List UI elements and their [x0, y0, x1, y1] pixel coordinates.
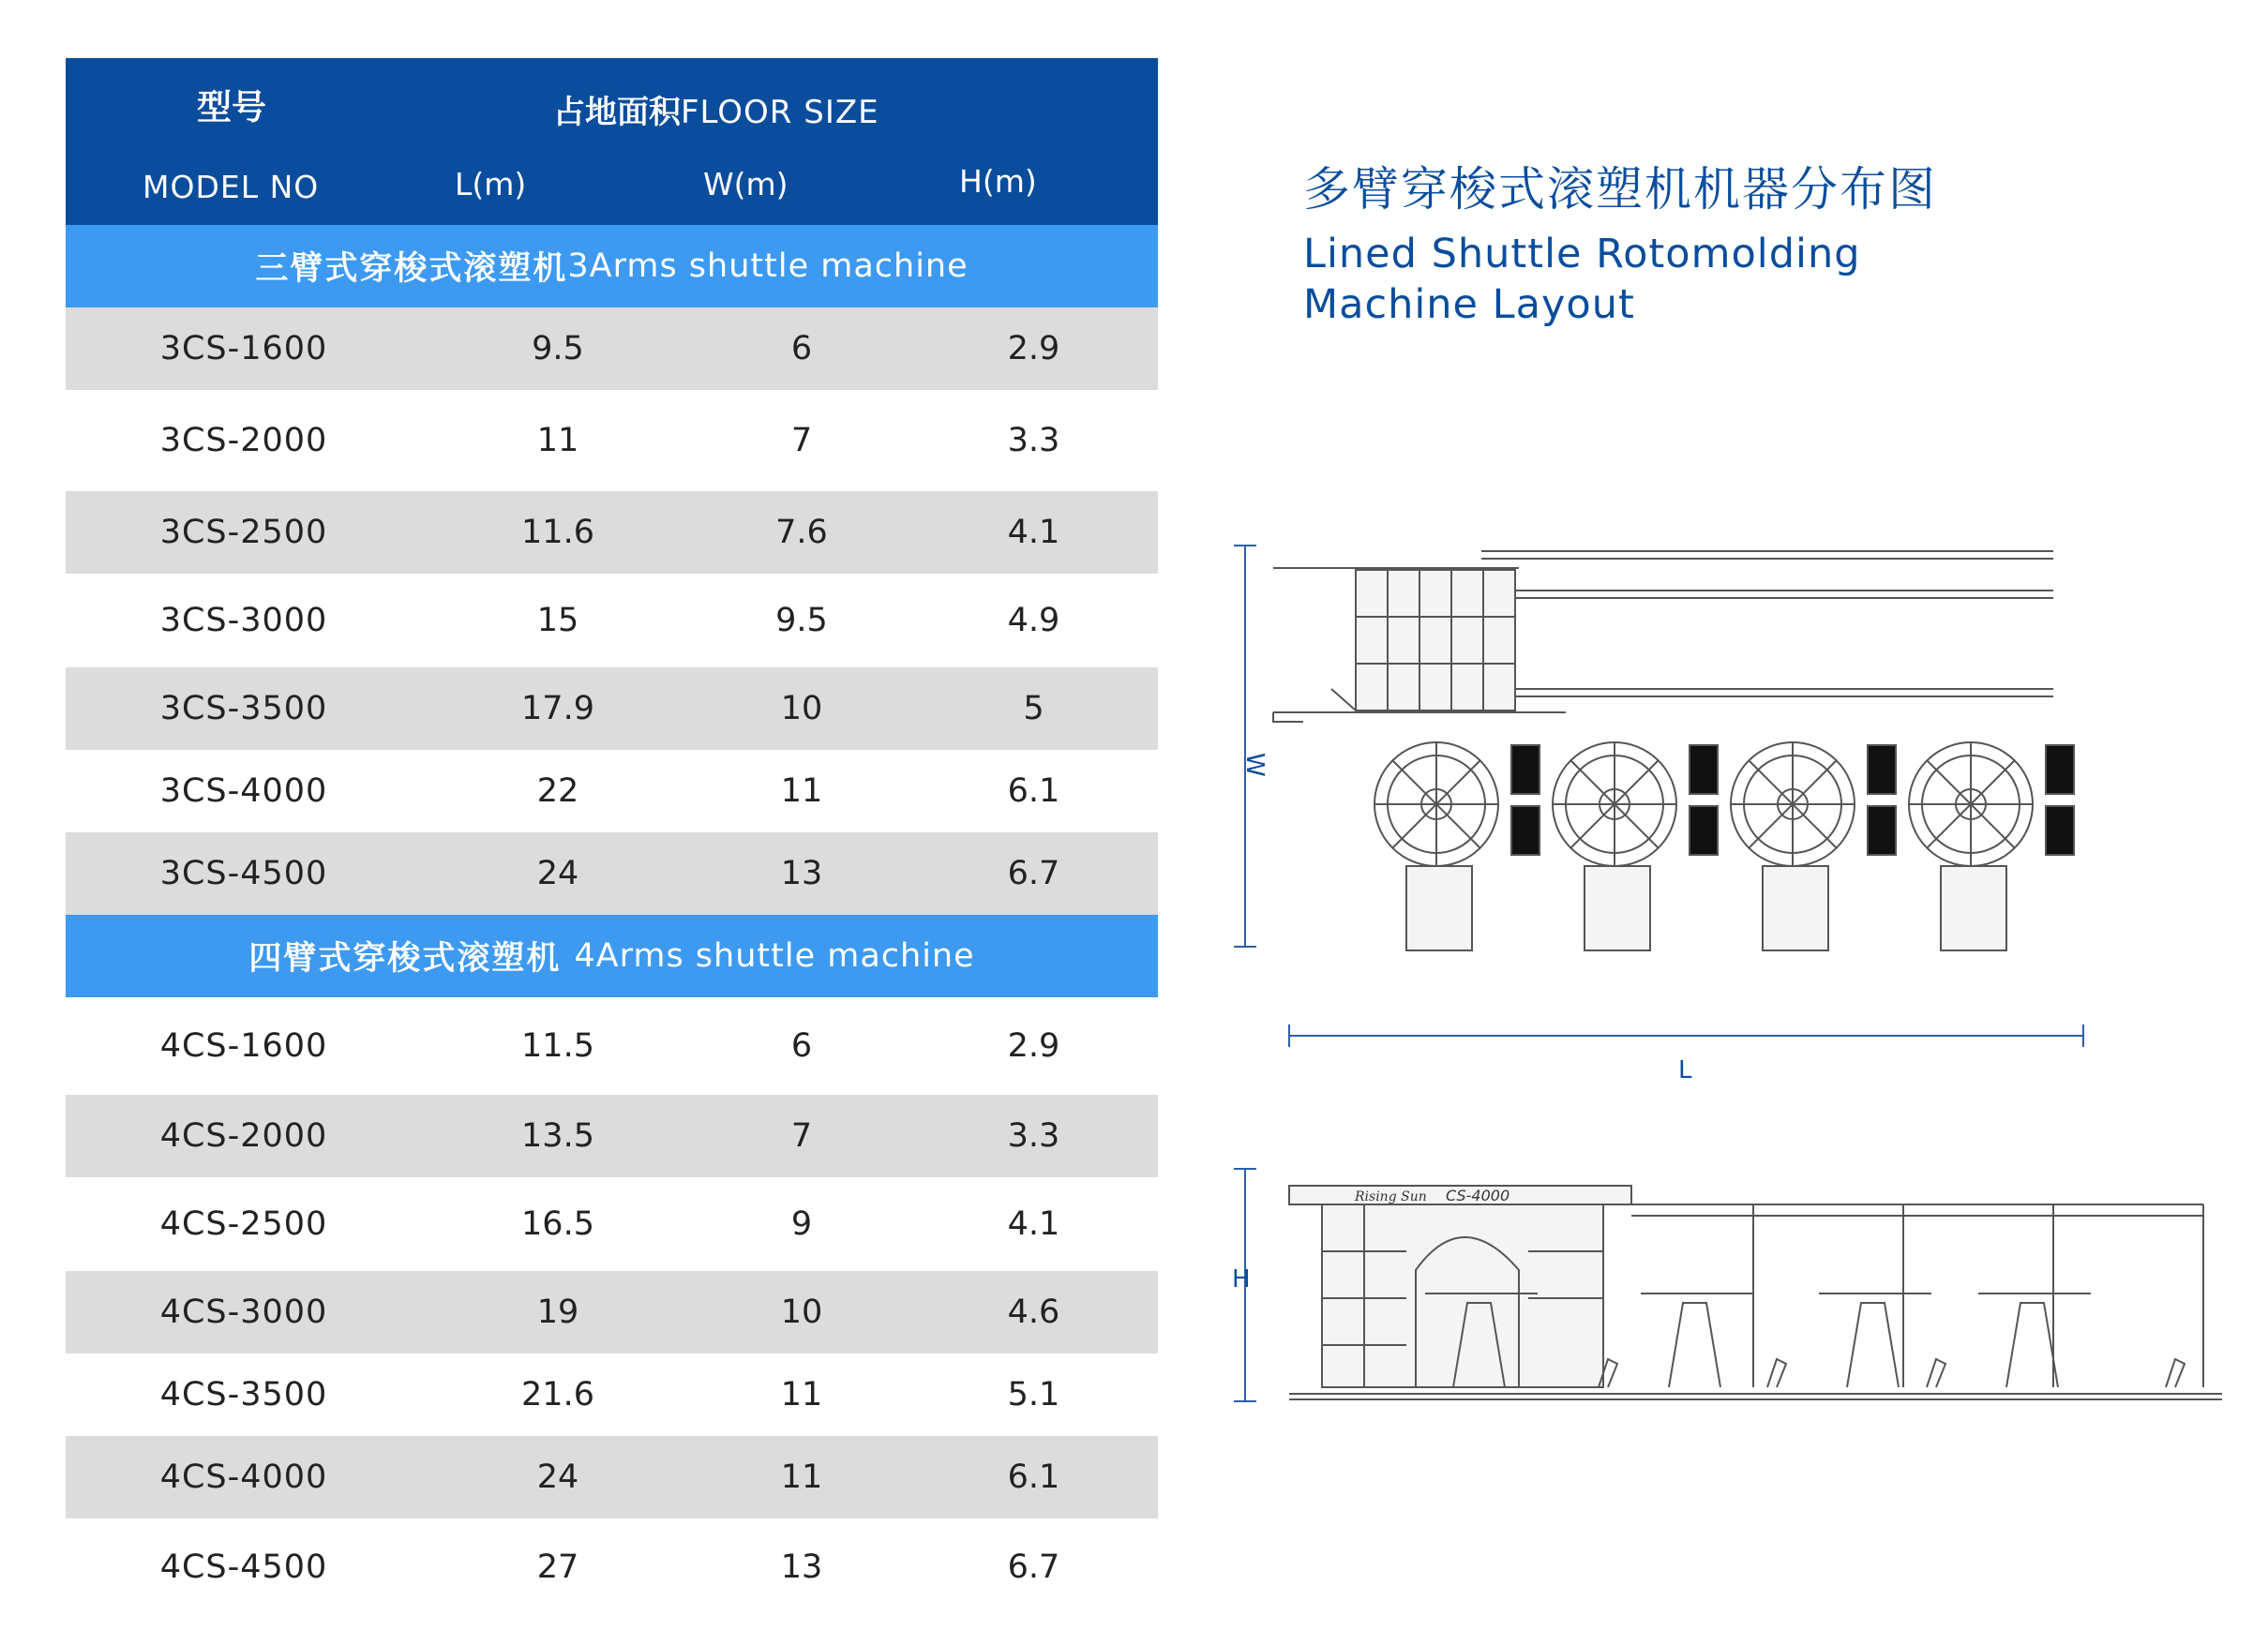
height-cell: 2.9: [1007, 330, 1060, 367]
height-cell: 4.6: [1007, 1294, 1060, 1331]
h-dimension-label: H: [1232, 1265, 1251, 1294]
model-cell: 3CS-3500: [159, 690, 328, 727]
l-dimension-label: L: [1678, 1056, 1692, 1084]
table-row: [66, 832, 1158, 915]
layout-title-en-line2: Machine Layout: [1303, 281, 1635, 328]
length-cell: 21.6: [521, 1376, 594, 1413]
width-cell: 6: [790, 330, 813, 367]
model-cell: 4CS-4000: [159, 1458, 328, 1496]
model-cell: 3CS-2000: [159, 422, 328, 459]
header-floor-size: [553, 86, 879, 132]
section-title-en: 4Arms shuttle machine: [574, 937, 975, 975]
section-title-cn: 四臂式穿梭式滚塑机: [248, 940, 562, 978]
height-cell: 3.3: [1007, 1117, 1060, 1155]
section-3arms-heading: [66, 225, 1158, 307]
width-cell: 11: [780, 1458, 823, 1496]
length-cell: 13.5: [521, 1117, 594, 1155]
model-cell: 4CS-3500: [159, 1376, 328, 1413]
model-cell: 4CS-1600: [159, 1027, 328, 1065]
station-2: [1553, 742, 1718, 950]
model-cell: 3CS-4000: [159, 772, 328, 810]
table-row: [66, 750, 1158, 832]
length-cell: 27: [536, 1548, 579, 1586]
top-view-drawing: [1228, 534, 2091, 1106]
header-height: H(m): [959, 163, 1037, 200]
height-cell: 6.7: [1007, 1548, 1060, 1586]
section-4arms-heading: [66, 915, 1158, 997]
length-cell: 17.9: [521, 690, 594, 727]
table-row: [66, 1436, 1158, 1518]
table-row: [66, 1271, 1158, 1353]
height-cell: 5.1: [1007, 1376, 1060, 1413]
width-cell: 9.5: [775, 602, 828, 639]
model-cell: 4CS-4500: [159, 1548, 328, 1586]
arm-4: [1978, 1294, 2091, 1387]
table-row: [66, 667, 1158, 750]
width-cell: 10: [780, 1294, 823, 1331]
brand-logo-text: Rising Sun: [1355, 1189, 1427, 1204]
table-row: [66, 1177, 1158, 1271]
height-cell: 4.1: [1007, 1205, 1060, 1243]
side-view-drawing: [1228, 1167, 2260, 1420]
header-floor-cn: 占地面积: [553, 94, 681, 131]
model-cell: 4CS-2500: [159, 1205, 328, 1243]
model-cell: 3CS-1600: [159, 330, 328, 367]
model-cell: 4CS-2000: [159, 1117, 328, 1155]
model-cell: 3CS-3000: [159, 602, 328, 639]
table-row: [66, 491, 1158, 574]
width-cell: 13: [780, 1548, 823, 1586]
width-cell: 7: [790, 1117, 813, 1155]
width-cell: 7: [790, 422, 813, 459]
height-cell: 6.7: [1007, 855, 1060, 892]
station-3: [1731, 742, 1896, 950]
arm-3: [1819, 1294, 1931, 1387]
width-cell: 9: [790, 1205, 813, 1243]
model-cell: 3CS-2500: [159, 514, 328, 551]
width-cell: 7.6: [775, 514, 828, 551]
header-model-en: MODEL NO: [143, 169, 320, 205]
table-row: [66, 1353, 1158, 1436]
w-dimension-label: W: [1240, 753, 1269, 777]
length-cell: 11: [536, 422, 579, 459]
width-cell: 11: [780, 1376, 823, 1413]
arm-2: [1641, 1294, 1753, 1387]
table-row: [66, 997, 1158, 1095]
length-cell: 22: [536, 772, 579, 810]
table-row: [66, 307, 1158, 390]
model-cell: 3CS-4500: [159, 855, 328, 892]
layout-title-cn: 多臂穿梭式滚塑机机器分布图: [1303, 162, 1937, 217]
width-cell: 13: [780, 855, 823, 892]
height-cell: 4.9: [1007, 602, 1060, 639]
width-cell: 6: [790, 1027, 813, 1065]
header-length: L(m): [455, 166, 527, 202]
model-cell: 4CS-3000: [159, 1294, 328, 1331]
station-4: [1909, 742, 2074, 950]
header-model-cn: 型号: [197, 87, 266, 127]
spec-table: [66, 58, 1158, 1616]
length-cell: 9.5: [532, 330, 584, 367]
table-row: [66, 1518, 1158, 1616]
height-cell: 6.1: [1007, 772, 1060, 810]
table-row: [66, 574, 1158, 667]
table-row: [66, 390, 1158, 491]
table-header: [66, 58, 1158, 225]
length-cell: 15: [536, 602, 579, 639]
length-cell: 11.5: [521, 1027, 594, 1065]
station-1: [1374, 742, 1540, 950]
table-row: [66, 1095, 1158, 1177]
length-cell: 24: [536, 855, 579, 892]
length-cell: 11.6: [521, 514, 594, 551]
section-title-cn: 三臂式穿梭式滚塑机: [255, 250, 568, 288]
header-width: W(m): [703, 166, 789, 202]
height-cell: 6.1: [1007, 1458, 1060, 1496]
height-cell: 2.9: [1007, 1027, 1060, 1065]
width-dimension: [1234, 546, 1256, 947]
machine-model-label: CS-4000: [1446, 1187, 1510, 1204]
length-dimension: [1289, 1024, 2083, 1047]
height-cell: 5: [1023, 690, 1044, 727]
width-cell: 11: [780, 772, 823, 810]
header-floor-en: FLOOR SIZE: [681, 94, 879, 131]
width-cell: 10: [780, 690, 823, 727]
layout-title-en-line1: Lined Shuttle Rotomolding: [1303, 231, 1861, 277]
height-cell: 3.3: [1007, 422, 1060, 459]
length-cell: 19: [536, 1294, 579, 1331]
length-cell: 16.5: [521, 1205, 594, 1243]
length-cell: 24: [536, 1458, 579, 1496]
section-title-en: 3Arms shuttle machine: [567, 247, 969, 285]
height-cell: 4.1: [1007, 514, 1060, 551]
